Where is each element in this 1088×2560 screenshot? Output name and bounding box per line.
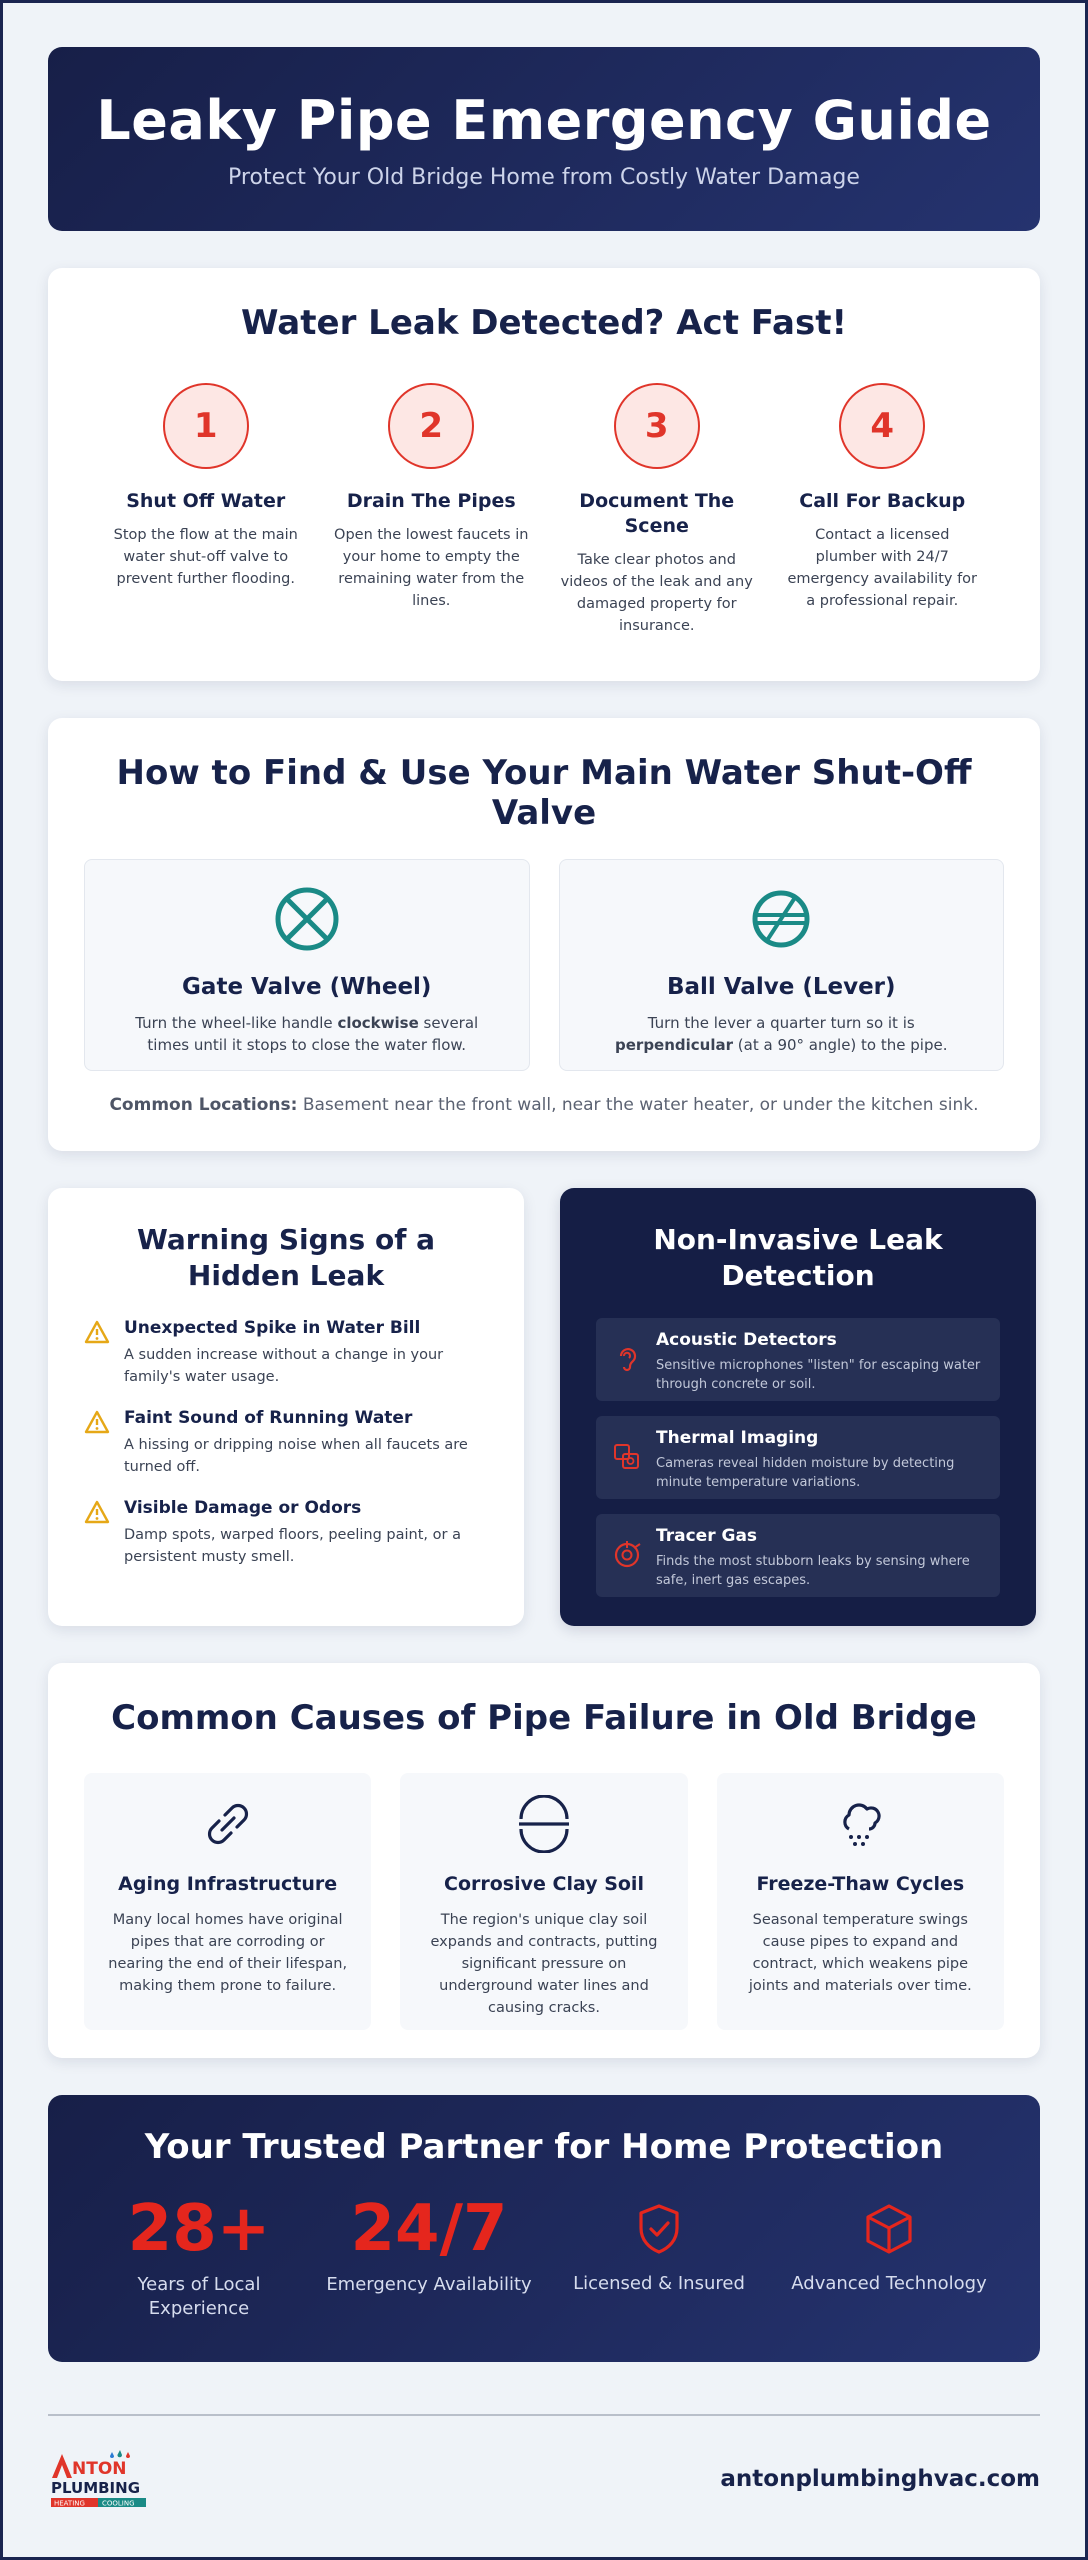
cause-card bbox=[84, 1773, 371, 2030]
warning-item-text: A hissing or dripping noise when all faucets are turned off. bbox=[124, 1437, 468, 1475]
warning-item-title: Unexpected Spike in Water Bill bbox=[124, 1318, 421, 1338]
page-title: Leaky Pipe Emergency Guide bbox=[96, 89, 992, 152]
step-number: 2 bbox=[388, 383, 474, 469]
stat-label: Advanced Technology bbox=[791, 2273, 987, 2294]
gas-target-icon bbox=[612, 1540, 642, 1570]
warning-signs-title: Warning Signs of a Hidden Leak bbox=[136, 1223, 436, 1292]
warning-item-text: Damp spots, warped floors, peeling paint, or a persistent musty smell. bbox=[124, 1527, 461, 1565]
trusted-partner-banner bbox=[48, 2095, 1040, 2362]
cause-text: The region's unique clay soil expands and contracts, putting significant pressure on underground water lines and causing cracks. bbox=[430, 1912, 658, 2016]
warning-item bbox=[84, 1408, 488, 1478]
gate-valve-card bbox=[84, 859, 530, 1071]
stat-years bbox=[84, 2193, 314, 2321]
warning-triangle-icon bbox=[84, 1320, 110, 1344]
step-title: Shut Off Water bbox=[126, 490, 286, 512]
stat-value: 24/7 bbox=[350, 2192, 508, 2266]
stat-value: 28+ bbox=[127, 2192, 271, 2266]
step-1 bbox=[93, 383, 319, 637]
step-text: Take clear photos and videos of the leak and any damaged property for insurance. bbox=[560, 552, 753, 634]
pipe-failure-causes-section bbox=[48, 1663, 1040, 2058]
leak-detection-title: Non-Invasive Leak Detection bbox=[653, 1223, 943, 1292]
act-fast-section bbox=[48, 268, 1040, 681]
step-3 bbox=[544, 383, 770, 637]
step-text: Open the lowest faucets in your home to empty the remaining water from the lines. bbox=[334, 527, 529, 609]
cause-text: Many local homes have original pipes that are corroding or nearing the end of their lifespan, making them prone to failure. bbox=[108, 1912, 348, 1994]
valve-section-title: How to Find & Use Your Main Water Shut-Off Valve bbox=[116, 753, 972, 833]
stat-availability bbox=[314, 2193, 544, 2321]
ear-icon bbox=[612, 1344, 642, 1374]
step-number: 3 bbox=[614, 383, 700, 469]
footer bbox=[48, 2448, 1040, 2510]
gate-valve-title: Gate Valve (Wheel) bbox=[182, 974, 432, 1000]
detection-item-text: Cameras reveal hidden moisture by detecting minute temperature variations. bbox=[656, 1456, 955, 1490]
cause-card bbox=[717, 1773, 1004, 2030]
cause-title: Corrosive Clay Soil bbox=[444, 1873, 644, 1895]
cube-icon bbox=[864, 2203, 914, 2255]
ball-valve-title: Ball Valve (Lever) bbox=[666, 974, 896, 1000]
step-number: 4 bbox=[839, 383, 925, 469]
cause-text: Seasonal temperature swings cause pipes to expand and contract, which weakens pipe joints and materials over time. bbox=[748, 1912, 972, 1994]
warning-item-title: Visible Damage or Odors bbox=[124, 1498, 362, 1518]
leak-detection-card bbox=[560, 1188, 1036, 1626]
step-text: Stop the flow at the main water shut-off valve to prevent further flooding. bbox=[113, 527, 298, 587]
ball-valve-card bbox=[559, 859, 1005, 1071]
common-locations: Common Locations: Basement near the front wall, near the water heater, or under the kitchen sink. bbox=[109, 1095, 979, 1115]
ball-valve-icon bbox=[748, 886, 814, 952]
detection-item-title: Tracer Gas bbox=[656, 1526, 758, 1546]
gate-valve-icon bbox=[274, 886, 340, 952]
thermal-camera-icon bbox=[612, 1442, 642, 1472]
snow-cloud-icon bbox=[831, 1795, 889, 1853]
stat-label: Emergency Availability bbox=[326, 2274, 532, 2295]
detection-item bbox=[596, 1514, 1000, 1597]
warning-item-title: Faint Sound of Running Water bbox=[124, 1408, 413, 1428]
shield-check-icon bbox=[636, 2203, 682, 2255]
step-2 bbox=[319, 383, 545, 637]
step-4 bbox=[770, 383, 996, 637]
svg-text:COOLING: COOLING bbox=[102, 2499, 135, 2508]
step-title: Call For Backup bbox=[799, 490, 966, 512]
warning-item-text: A sudden increase without a change in your family's water usage. bbox=[124, 1347, 444, 1385]
stat-licensed bbox=[544, 2193, 774, 2321]
trust-title: Your Trusted Partner for Home Protection bbox=[144, 2127, 944, 2167]
soil-layers-icon bbox=[515, 1795, 573, 1853]
act-fast-title: Water Leak Detected? Act Fast! bbox=[241, 303, 847, 343]
stat-label: Years of Local Experience bbox=[137, 2274, 261, 2319]
page-subtitle: Protect Your Old Bridge Home from Costly Water Damage bbox=[228, 165, 860, 190]
detection-item-text: Sensitive microphones "listen" for escaping water through concrete or soil. bbox=[656, 1358, 981, 1392]
warning-triangle-icon bbox=[84, 1410, 110, 1434]
step-text: Contact a licensed plumber with 24/7 emergency availability for a professional repair. bbox=[787, 527, 978, 609]
detection-item bbox=[596, 1416, 1000, 1499]
svg-text:NTON: NTON bbox=[72, 2459, 127, 2479]
footer-divider bbox=[48, 2414, 1040, 2416]
warning-item bbox=[84, 1498, 488, 1568]
causes-title: Common Causes of Pipe Failure in Old Bridge bbox=[111, 1698, 977, 1738]
website-link[interactable]: antonplumbinghvac.com bbox=[720, 2466, 1040, 2492]
cause-title: Aging Infrastructure bbox=[118, 1873, 338, 1895]
detection-item-text: Finds the most stubborn leaks by sensing where safe, inert gas escapes. bbox=[656, 1554, 970, 1588]
ball-valve-text: Turn the lever a quarter turn so it is perpendicular (at a 90° angle) to the pipe. bbox=[615, 1014, 948, 1054]
detection-item-title: Acoustic Detectors bbox=[656, 1330, 837, 1350]
warning-item bbox=[84, 1318, 488, 1388]
step-title: Drain The Pipes bbox=[346, 490, 516, 512]
step-number: 1 bbox=[163, 383, 249, 469]
link-icon bbox=[199, 1795, 257, 1853]
stat-label: Licensed & Insured bbox=[573, 2273, 745, 2294]
svg-text:PLUMBING: PLUMBING bbox=[51, 2479, 141, 2497]
gate-valve-text: Turn the wheel-like handle clockwise several times until it stops to close the water flow. bbox=[135, 1014, 479, 1054]
warning-triangle-icon bbox=[84, 1500, 110, 1524]
detection-item-title: Thermal Imaging bbox=[656, 1428, 819, 1448]
stat-technology bbox=[774, 2193, 1004, 2321]
shutoff-valve-section bbox=[48, 718, 1040, 1151]
cause-title: Freeze-Thaw Cycles bbox=[756, 1873, 965, 1895]
detection-item bbox=[596, 1318, 1000, 1401]
svg-text:HEATING: HEATING bbox=[54, 2499, 85, 2508]
company-logo bbox=[48, 2448, 148, 2510]
hero-banner bbox=[48, 47, 1040, 231]
step-title: Document The Scene bbox=[579, 490, 735, 537]
cause-card bbox=[400, 1773, 687, 2030]
warning-signs-card bbox=[48, 1188, 524, 1626]
